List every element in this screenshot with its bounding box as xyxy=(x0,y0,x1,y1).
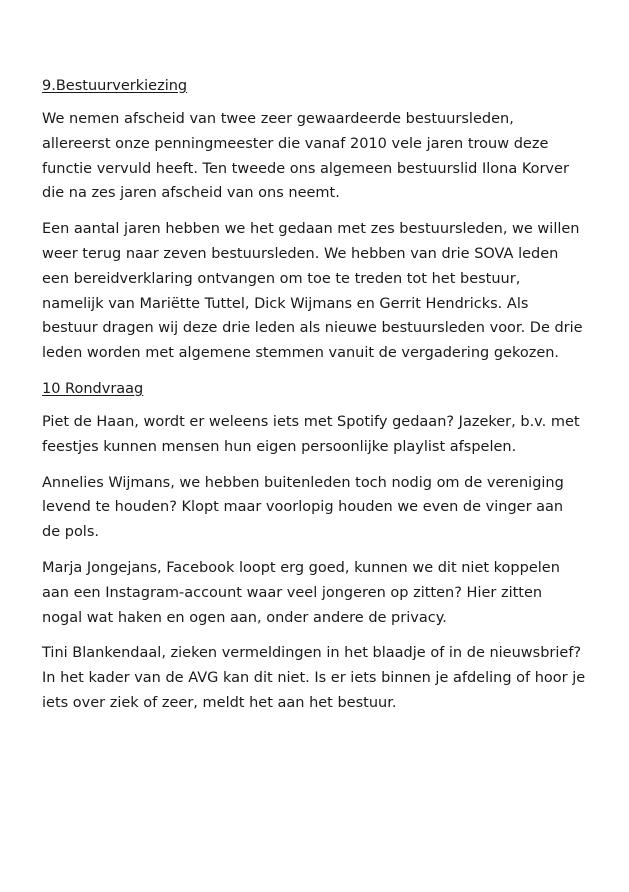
text-line: Een aantal jaren hebben we het gedaan met zes bestuursleden, we willen xyxy=(42,221,580,238)
text-line: de pols. xyxy=(42,524,100,541)
text-line: feestjes kunnen mensen hun eigen persoonlijke playlist afspelen. xyxy=(42,438,517,455)
section-heading: 10 Rondvraag xyxy=(42,380,144,397)
section-heading: 9.Bestuurverkiezing xyxy=(42,78,188,94)
text-line: een bereidverklaring ontvangen om toe te treden tot het bestuur, xyxy=(42,270,521,287)
paragraph xyxy=(42,471,602,545)
paragraph xyxy=(42,410,602,460)
text-line: levend te houden? Klopt maar voorlopig houden we even de vinger aan xyxy=(42,499,564,516)
text-line: leden worden met algemene stemmen vanuit de vergadering gekozen. xyxy=(42,345,560,362)
text-line: weer terug naar zeven bestuursleden. We hebben van drie SOVA leden xyxy=(42,245,559,262)
text-line: aan een Instagram-account waar veel jongeren op zitten? Hier zitten xyxy=(42,584,543,601)
text-line: Tini Blankendaal, zieken vermeldingen in het blaadje of in de nieuwsbrief? xyxy=(42,645,582,662)
text-line: Marja Jongejans, Facebook loopt erg goed, kunnen we dit niet koppelen xyxy=(42,559,560,576)
text-line: functie vervuld heeft. Ten tweede ons algemeen bestuurslid Ilona Korver xyxy=(42,160,569,177)
section-bestuurverkiezing xyxy=(42,74,602,366)
text-line: namelijk van Mariëtte Tuttel, Dick Wijmans en Gerrit Hendricks. Als xyxy=(42,295,529,312)
text-line: iets over ziek of zeer, meldt het aan het bestuur. xyxy=(42,694,397,711)
text-line: In het kader van de AVG kan dit niet. Is er iets binnen je afdeling of hoor je xyxy=(42,670,586,687)
text-line: We nemen afscheid van twee zeer gewaardeerde bestuursleden, xyxy=(42,111,514,127)
text-line: die na zes jaren afscheid van ons neemt. xyxy=(42,185,340,202)
section-rondvraag xyxy=(42,377,602,716)
paragraph xyxy=(42,641,602,715)
document-page xyxy=(42,74,602,727)
text-line: Annelies Wijmans, we hebben buitenleden toch nodig om de vereniging xyxy=(42,474,564,491)
text-line: Piet de Haan, wordt er weleens iets met Spotify gedaan? Jazeker, b.v. met xyxy=(42,413,580,430)
paragraph xyxy=(42,217,602,366)
paragraph xyxy=(42,556,602,630)
text-line: allereerst onze penningmeester die vanaf 2010 vele jaren trouw deze xyxy=(42,135,549,152)
text-line: bestuur dragen wij deze drie leden als nieuwe bestuursleden voor. De drie xyxy=(42,320,583,337)
text-line: nogal wat haken en ogen aan, onder andere de privacy. xyxy=(42,609,447,626)
paragraph xyxy=(42,107,602,206)
